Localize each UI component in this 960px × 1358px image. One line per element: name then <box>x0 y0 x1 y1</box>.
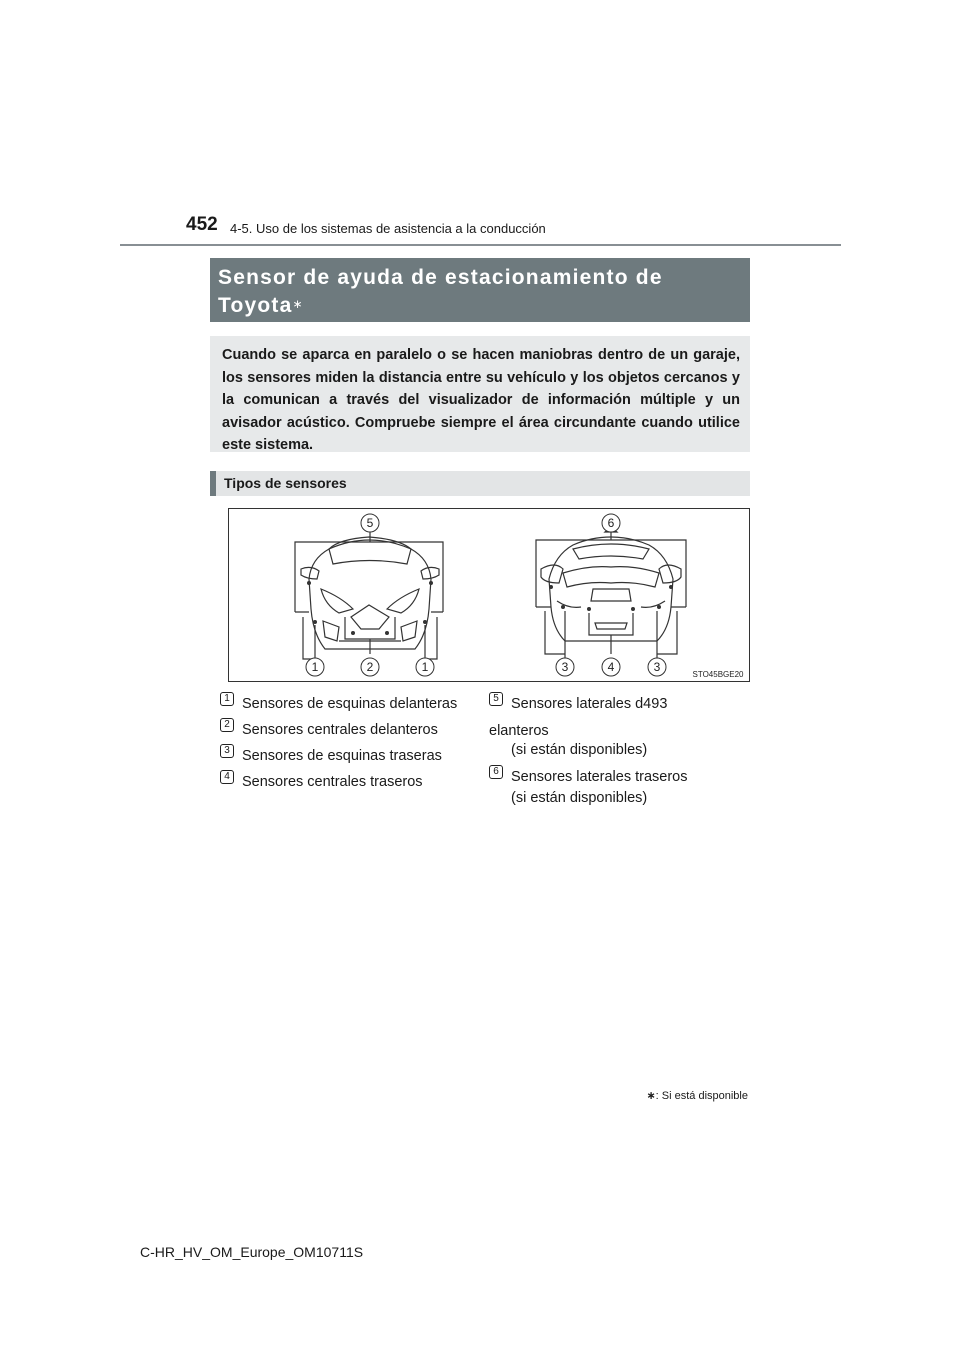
figure-code: STO45BGE20 <box>692 670 744 679</box>
legend-item-6-note: (si están disponibles) <box>511 790 648 806</box>
front-car-icon <box>301 537 439 649</box>
subheading-sensor-types: Tipos de sensores <box>210 471 750 496</box>
legend-item-1: Sensores de esquinas delanteras <box>242 696 458 712</box>
callout-rear-right: 3 <box>653 660 661 674</box>
page-title <box>210 258 750 322</box>
legend-item-5-continued: elanteros <box>489 723 549 739</box>
callout-rear-top: 6 <box>607 516 615 530</box>
legend-badge-1: 1 <box>220 692 234 706</box>
legend-item-5: Sensores laterales d493 <box>511 696 668 712</box>
page-number: 452 <box>186 214 218 235</box>
legend-item-6: Sensores laterales traseros <box>511 769 688 785</box>
asterisk-icon: ∗ <box>646 1090 656 1102</box>
legend-item-2: Sensores centrales delanteros <box>242 722 438 738</box>
title-line-1: Sensor de ayuda de estacionamiento de <box>218 266 663 289</box>
footer-document-code: C-HR_HV_OM_Europe_OM10711S <box>140 1244 364 1260</box>
footnote-text: : Si está disponible <box>655 1090 748 1102</box>
header-divider <box>120 244 841 246</box>
callout-front-left: 1 <box>311 660 319 674</box>
callout-rear-center: 4 <box>607 660 615 674</box>
legend-item-5-note: (si están disponibles) <box>511 742 648 758</box>
footnote <box>646 1089 748 1102</box>
title-line-2: Toyota <box>218 294 293 317</box>
legend-item-3: Sensores de esquinas traseras <box>242 748 442 764</box>
asterisk-icon: ∗ <box>292 297 304 311</box>
rear-car-icon <box>541 527 681 641</box>
car-illustration <box>229 509 749 681</box>
section-heading: 4-5. Uso de los sistemas de asistencia a la conducción <box>230 221 546 236</box>
callout-rear-left: 3 <box>561 660 569 674</box>
legend-badge-4: 4 <box>220 770 234 784</box>
legend-badge-2: 2 <box>220 718 234 732</box>
callout-front-right: 1 <box>421 660 429 674</box>
legend-badge-3: 3 <box>220 744 234 758</box>
legend-badge-6: 6 <box>489 765 503 779</box>
intro-paragraph: Cuando se aparca en paralelo o se hacen maniobras dentro de un garaje, los sensores miden la distancia entre su vehículo y los objetos cercanos y la comunican a través del visualizador de información múltiple y un avisador acústico. Compruebe siempre el área circundante cuando utilice este sistema. <box>210 336 750 452</box>
sensor-diagram <box>228 508 750 682</box>
legend-item-4: Sensores centrales traseros <box>242 774 423 790</box>
legend-badge-5: 5 <box>489 692 503 706</box>
callout-front-center: 2 <box>366 660 374 674</box>
callout-front-top: 5 <box>366 516 374 530</box>
